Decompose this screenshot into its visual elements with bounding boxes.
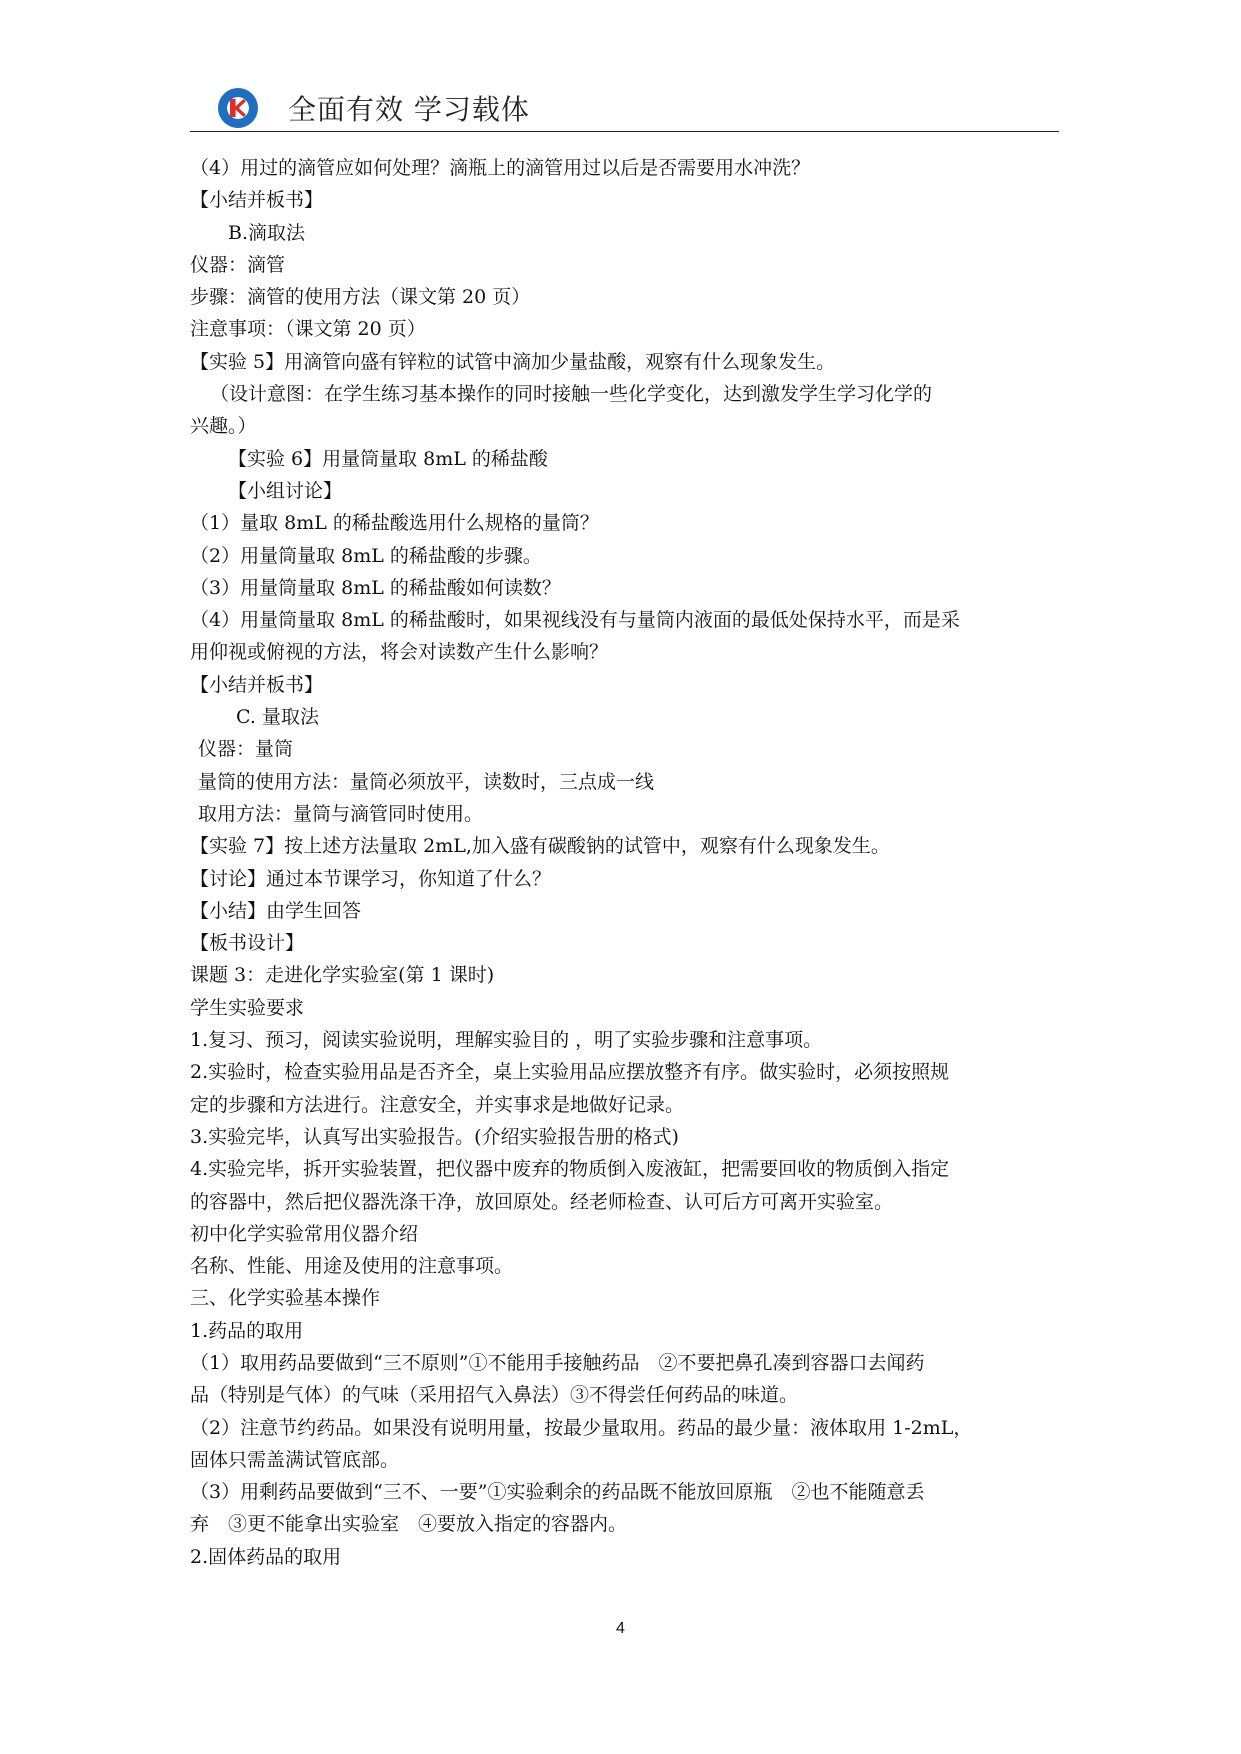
text-line: 学生实验要求 — [190, 996, 305, 1019]
text-line: 【实验 6】用量筒量取 8mL 的稀盐酸 — [228, 447, 548, 470]
text-line: 弃 ③更不能拿出实验室 ④要放入指定的容器内。 — [190, 1513, 628, 1536]
text-line: 【小结并板书】 — [190, 189, 324, 212]
text-line: 【实验 5】用滴管向盛有锌粒的试管中滴加少量盐酸，观察有什么现象发生。 — [190, 350, 836, 373]
text-line: （3）用量筒量取 8mL 的稀盐酸如何读数？ — [190, 576, 561, 599]
text-line: 2.实验时，检查实验用品是否齐全，桌上实验用品应摆放整齐有序。做实验时，必须按照规 — [190, 1061, 950, 1084]
text-line: 固体只需盖满试管底部。 — [190, 1448, 400, 1471]
text-line: （设计意图：在学生练习基本操作的同时接触一些化学变化，达到激发学生学习化学的 — [210, 383, 933, 406]
text-line: 【小结并板书】 — [190, 673, 324, 696]
text-line: （1）取用药品要做到“三不原则”①不能用手接触药品 ②不要把鼻孔凑到容器口去闻药 — [190, 1351, 925, 1374]
text-line: 4.实验完毕，拆开实验装置，把仪器中废弃的物质倒入废液缸，把需要回收的物质倒入指定 — [190, 1158, 950, 1181]
header-title: 全面有效 学习载体 — [288, 93, 530, 126]
text-line: 兴趣。） — [190, 415, 257, 438]
text-line: （2）注意节约药品。如果没有说明用量，按最少量取用。药品的最少量：液体取用 1-2mL， — [190, 1416, 973, 1439]
section-heading: C. 量取法 — [236, 706, 319, 729]
text-line: 仪器：滴管 — [190, 253, 286, 276]
logo-icon — [218, 88, 258, 128]
text-line: （4）用量筒量取 8mL 的稀盐酸时，如果视线没有与量筒内液面的最低处保持水平，而是采 — [190, 609, 960, 632]
text-line: 步骤：滴管的使用方法（课文第 20 页） — [190, 286, 531, 309]
text-line: 【板书设计】 — [190, 932, 305, 955]
text-line: 三、化学实验基本操作 — [190, 1287, 381, 1310]
text-line: 取用方法：量筒与滴管同时使用。 — [198, 802, 484, 825]
page-header — [218, 86, 1058, 132]
text-line: 3.实验完毕，认真写出实验报告。(介绍实验报告册的格式) — [190, 1125, 679, 1148]
document-body — [190, 152, 1060, 1573]
text-line: 【小结】由学生回答 — [190, 899, 362, 922]
text-line: （3）用剩药品要做到“三不、一要”①实验剩余的药品既不能放回原瓶 ②也不能随意丢 — [190, 1481, 925, 1504]
text-line: 2.固体药品的取用 — [190, 1545, 342, 1568]
text-line: 用仰视或俯视的方法，将会对读数产生什么影响？ — [190, 641, 609, 664]
text-line: 的容器中，然后把仪器洗涤干净，放回原处。经老师检查、认可后方可离开实验室。 — [190, 1190, 894, 1213]
text-line: 1.复习、预习，阅读实验说明，理解实验目的 ，明了实验步骤和注意事项。 — [190, 1029, 823, 1052]
text-line: 【实验 7】按上述方法量取 2mL,加入盛有碳酸钠的试管中，观察有什么现象发生。 — [190, 835, 890, 858]
text-line: 【小组讨论】 — [228, 479, 343, 502]
text-line: （1）量取 8mL 的稀盐酸选用什么规格的量筒？ — [190, 512, 599, 535]
text-line: （2）用量筒量取 8mL 的稀盐酸的步骤。 — [190, 544, 542, 567]
text-line: 名称、性能、用途及使用的注意事项。 — [190, 1255, 514, 1278]
text-line: 1.药品的取用 — [190, 1319, 304, 1342]
text-line: （4）用过的滴管应如何处理？滴瓶上的滴管用过以后是否需要用水冲洗？ — [190, 157, 811, 179]
text-line: 注意事项：（课文第 20 页） — [190, 318, 426, 341]
text-line: 定的步骤和方法进行。注意安全，并实事求是地做好记录。 — [190, 1093, 685, 1116]
page-number: 4 — [616, 1620, 625, 1637]
text-line: 课题 3：走进化学实验室(第 1 课时) — [190, 964, 495, 987]
text-line: 【讨论】通过本节课学习，你知道了什么？ — [190, 867, 552, 890]
section-heading: B.滴取法 — [228, 221, 306, 244]
text-line: 初中化学实验常用仪器介绍 — [190, 1222, 419, 1245]
header-divider — [190, 131, 1059, 132]
text-line: 品（特别是气体）的气味（采用招气入鼻法）③不得尝任何药品的味道。 — [190, 1384, 799, 1407]
text-line: 量筒的使用方法：量筒必须放平，读数时，三点成一线 — [198, 770, 655, 793]
text-line: 仪器：量筒 — [198, 738, 294, 761]
